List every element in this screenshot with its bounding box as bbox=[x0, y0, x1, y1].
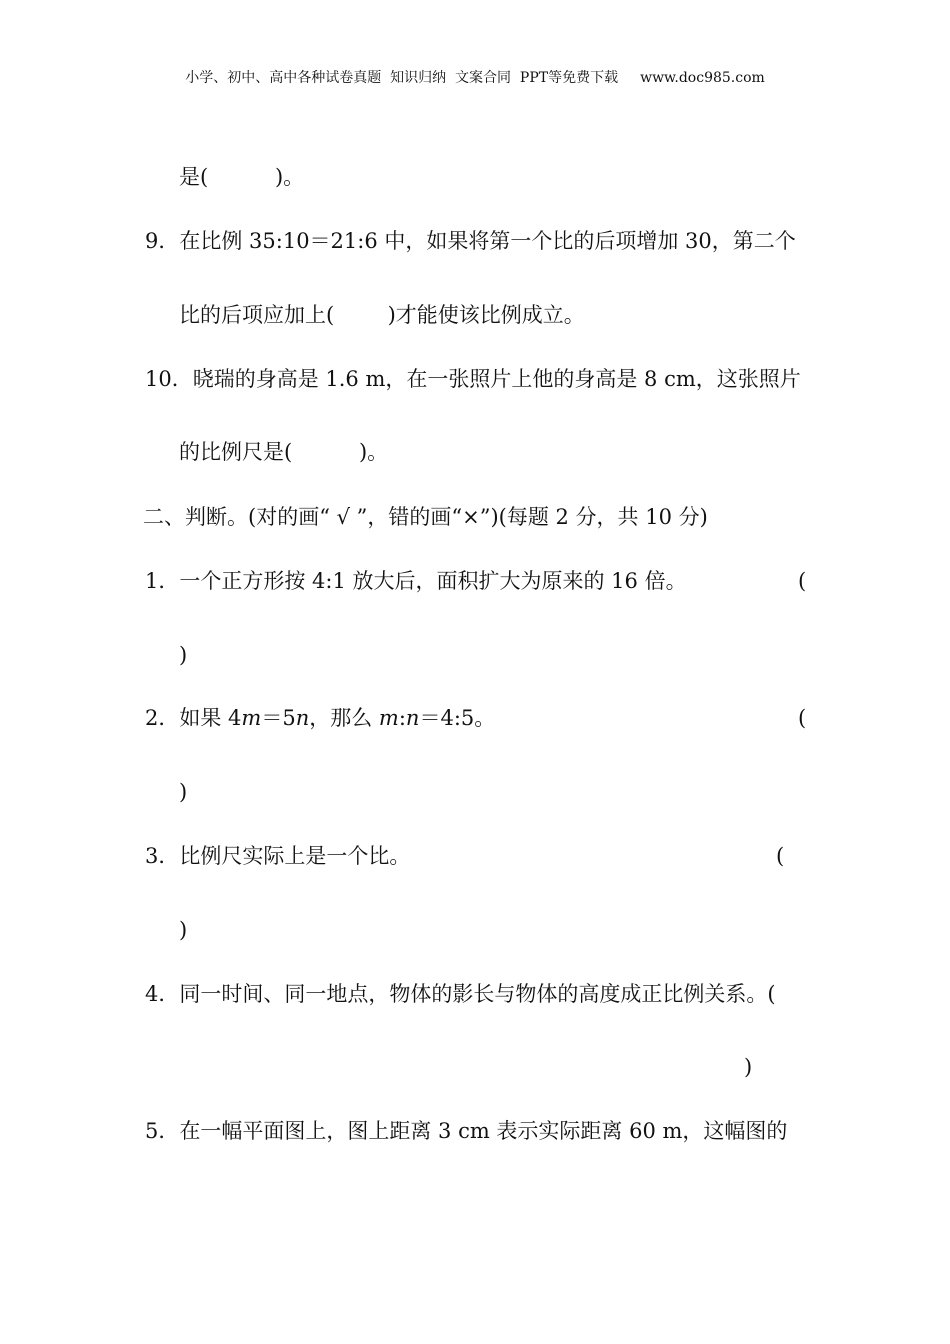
question-10-line2: 的比例尺是( )。 bbox=[179, 440, 389, 464]
judge-2-var-m2: m bbox=[378, 706, 399, 730]
judge-3-close-paren: ) bbox=[179, 918, 188, 942]
judge-4-close-paren: ) bbox=[744, 1055, 753, 1079]
judge-2-close-paren: ) bbox=[179, 780, 188, 804]
section-2-heading: 二、判断。(对的画“ √ ”，错的画“×”)(每题 2 分，共 10 分) bbox=[143, 505, 708, 529]
judge-2-mid: ＝5 bbox=[261, 706, 296, 730]
judge-2-open-paren[interactable]: ( bbox=[798, 706, 807, 730]
judge-5-text: 5．在一幅平面图上，图上距离 3 cm 表示实际距离 60 m，这幅图的 bbox=[145, 1119, 788, 1143]
judge-2-mid2: ，那么 bbox=[309, 706, 379, 730]
judge-1-open-paren[interactable]: ( bbox=[798, 569, 807, 593]
judge-2-end: ＝4:5。 bbox=[419, 706, 496, 730]
page-header bbox=[0, 68, 950, 88]
judge-2-colon: : bbox=[398, 706, 406, 730]
judge-3-text: 3．比例尺实际上是一个比。 bbox=[145, 844, 411, 868]
question-10-line1: 10．晓瑞的身高是 1.6 m，在一张照片上他的身高是 8 cm，这张照片 bbox=[145, 367, 801, 391]
question-9-line2: 比的后项应加上( )才能使该比例成立。 bbox=[179, 303, 585, 327]
judge-1-text: 1．一个正方形按 4:1 放大后，面积扩大为原来的 16 倍。 bbox=[145, 569, 687, 593]
judge-2-var-n2: n bbox=[405, 706, 420, 730]
header-url: www.doc985.com bbox=[640, 70, 765, 86]
judge-1-close-paren: ) bbox=[179, 643, 188, 667]
judge-3-open-paren[interactable]: ( bbox=[776, 844, 785, 868]
judge-2-var-n: n bbox=[295, 706, 310, 730]
judge-2-pre: 2．如果 4 bbox=[145, 706, 242, 730]
judge-2-text bbox=[145, 704, 495, 732]
judge-2-var-m: m bbox=[241, 706, 262, 730]
judge-4-text[interactable]: 4．同一时间、同一地点，物体的影长与物体的高度成正比例关系。( bbox=[145, 982, 776, 1006]
header-text: 小学、初中、高中各种试卷真题 知识归纳 文案合同 PPT等免费下载 bbox=[185, 70, 619, 86]
q8-continuation: 是( )。 bbox=[179, 165, 305, 189]
question-9-line1: 9．在比例 35:10＝21:6 中，如果将第一个比的后项增加 30，第二个 bbox=[145, 229, 796, 253]
